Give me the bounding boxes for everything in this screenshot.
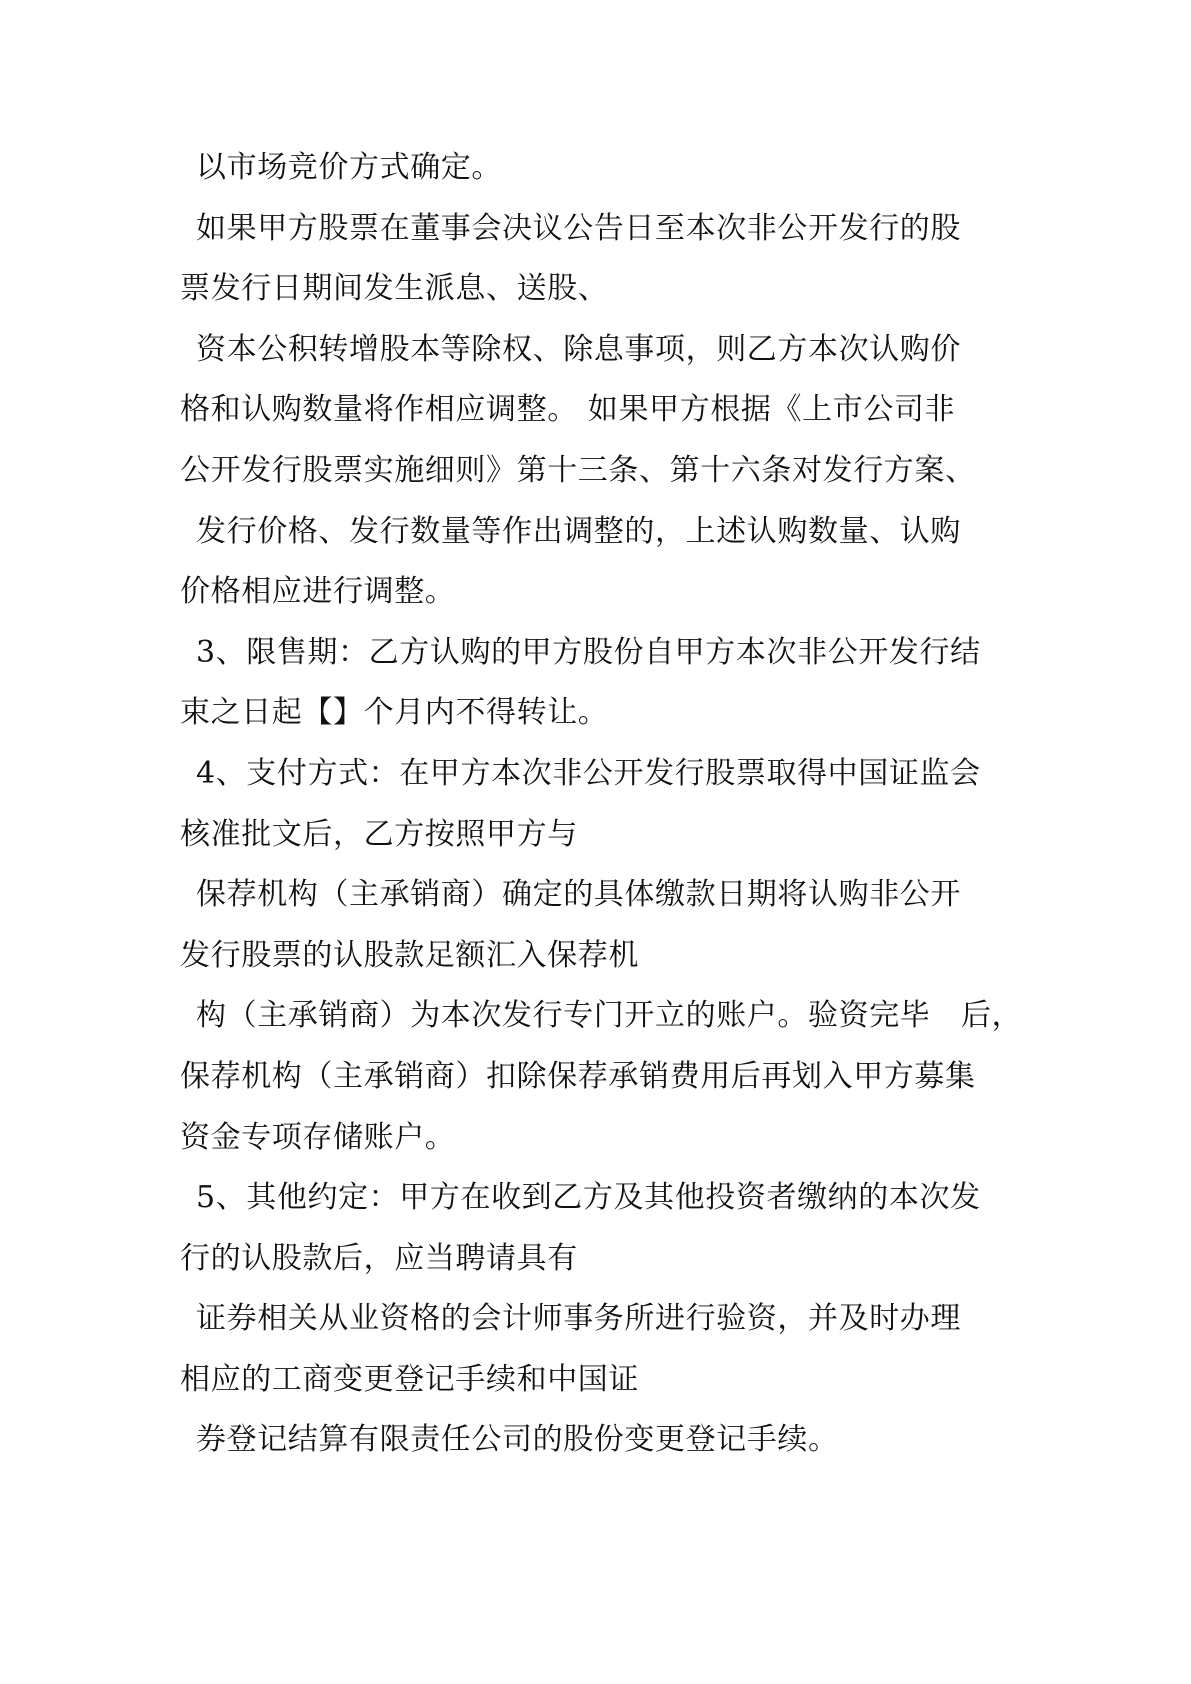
text-line: 行的认股款后，应当聘请具有 bbox=[180, 1240, 578, 1276]
text-line: 格和认购数量将作相应调整。 如果甲方根据《上市公司非 bbox=[180, 392, 956, 428]
text-line: 保荐机构（主承销商）确定的具体缴款日期将认购非公开 bbox=[196, 877, 961, 913]
text-line: 如果甲方股票在董事会决议公告日至本次非公开发行的股 bbox=[196, 210, 961, 246]
text-line: 价格相应进行调整。 bbox=[180, 574, 456, 610]
text-line: 公开发行股票实施细则》第十三条、第十六条对发行方案、 bbox=[180, 452, 976, 488]
text-line: 3、限售期：乙方认购的甲方股份自甲方本次非公开发行结 bbox=[196, 634, 981, 670]
text-line: 券登记结算有限责任公司的股份变更登记手续。 bbox=[196, 1422, 839, 1458]
text-line: 相应的工商变更登记手续和中国证 bbox=[180, 1361, 639, 1397]
text-line: 发行股票的认股款足额汇入保荐机 bbox=[180, 937, 639, 973]
text-line: 票发行日期间发生派息、送股、 bbox=[180, 271, 609, 307]
text-line: 发行价格、发行数量等作出调整的，上述认购数量、认购 bbox=[196, 513, 961, 549]
text-line: 证券相关从业资格的会计师事务所进行验资，并及时办理 bbox=[196, 1301, 961, 1337]
text-line: 资金专项存储账户。 bbox=[180, 1119, 456, 1155]
text-line: 束之日起【】个月内不得转让。 bbox=[180, 695, 609, 731]
text-line: 构（主承销商）为本次发行专门开立的账户。验资完毕 后， bbox=[196, 998, 1023, 1034]
text-line: 资本公积转增股本等除权、除息事项，则乙方本次认购价 bbox=[196, 331, 961, 367]
text-line: 5、其他约定：甲方在收到乙方及其他投资者缴纳的本次发 bbox=[196, 1180, 981, 1216]
text-line: 保荐机构（主承销商）扣除保荐承销费用后再划入甲方募集 bbox=[180, 1058, 976, 1094]
text-line: 以市场竞价方式确定。 bbox=[196, 150, 502, 185]
body-text bbox=[180, 138, 1023, 1471]
text-line: 4、支付方式：在甲方本次非公开发行股票取得中国证监会 bbox=[196, 755, 981, 791]
text-line: 核准批文后，乙方按照甲方与 bbox=[180, 816, 578, 852]
